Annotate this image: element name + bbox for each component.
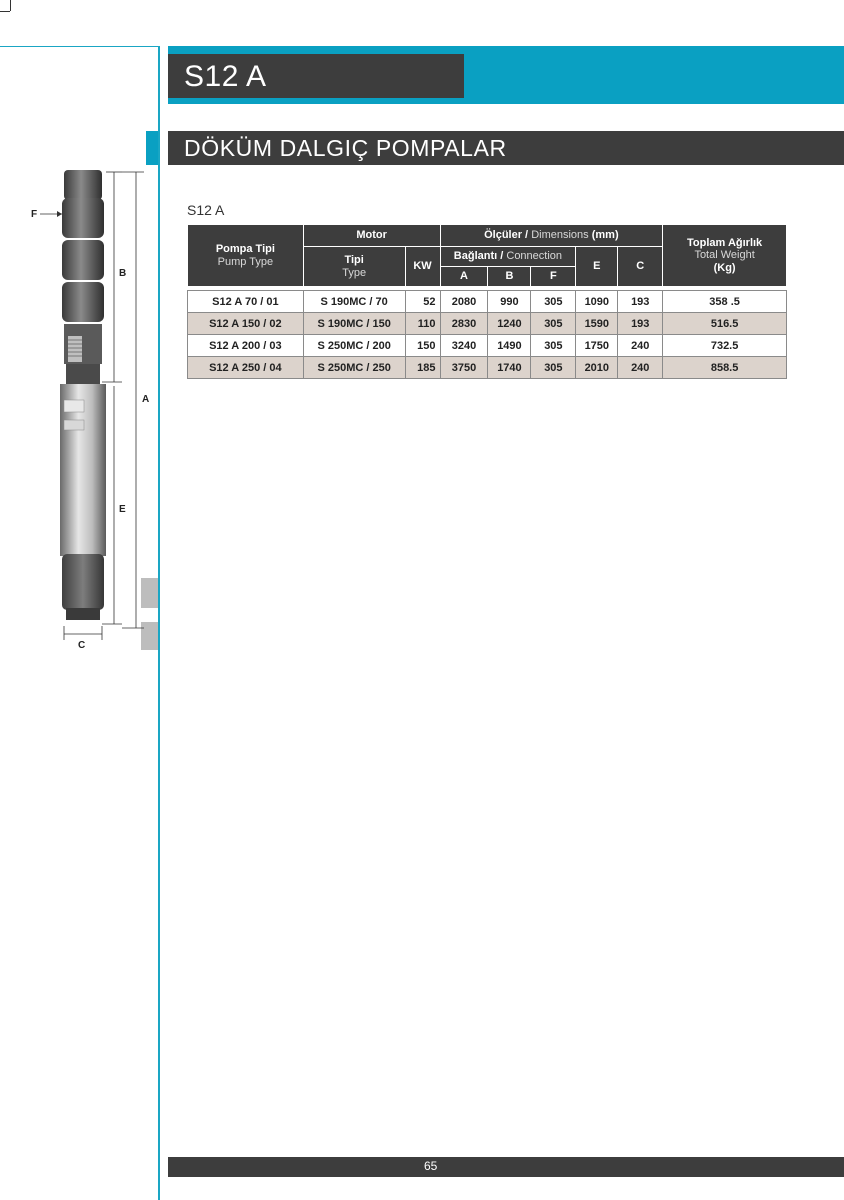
table-caption: S12 A (187, 202, 225, 218)
header-motor-type-tr: Tipi (344, 253, 364, 266)
cell-f: 305 (531, 291, 576, 313)
motor-base (62, 554, 104, 610)
table-row (188, 357, 787, 379)
cell-weight: 858.5 (663, 357, 787, 379)
cell-kw: 150 (405, 335, 440, 357)
page-title-box (168, 54, 464, 98)
header-connection (440, 247, 576, 267)
nameplate (64, 400, 84, 412)
pump-stage (62, 282, 104, 322)
cell-weight: 732.5 (663, 335, 787, 357)
spec-table (187, 224, 787, 379)
header-b: B (488, 267, 531, 287)
cell-e: 2010 (576, 357, 618, 379)
cell-weight: 516.5 (663, 313, 787, 335)
cell-b: 1740 (488, 357, 531, 379)
dimension-label-a: A (142, 394, 150, 405)
cell-c: 193 (618, 313, 663, 335)
header-e: E (576, 247, 618, 287)
cell-b: 1240 (488, 313, 531, 335)
pump-stage (62, 198, 104, 238)
header-weight-unit: (Kg) (713, 261, 736, 274)
pump-stage (62, 240, 104, 280)
header-weight-tr: Toplam Ağırlık (687, 236, 763, 249)
pump-illustration (26, 168, 166, 658)
page-number: 65 (424, 1159, 438, 1173)
cell-motor: S 190MC / 70 (303, 291, 405, 313)
discharge-head (64, 170, 102, 200)
dimension-label-c: C (78, 640, 86, 651)
cell-f: 305 (531, 357, 576, 379)
header-pump-type-tr: Pompa Tipi (215, 242, 275, 255)
cell-a: 2830 (440, 313, 488, 335)
top-rule (0, 46, 160, 47)
cell-c: 240 (618, 357, 663, 379)
header-weight-en: Total Weight (694, 249, 755, 262)
cell-weight: 358 .5 (663, 291, 787, 313)
header-f: F (531, 267, 576, 287)
section-title: DÖKÜM DALGIÇ POMPALAR (184, 135, 507, 161)
cell-pump: S12 A 70 / 01 (188, 291, 304, 313)
header-dimensions-tr: Ölçüler / (484, 229, 529, 242)
header-connection-tr: Bağlantı / (453, 250, 504, 263)
dimension-label-e: E (119, 504, 126, 515)
cell-kw: 185 (405, 357, 440, 379)
pump-diagram (26, 168, 166, 658)
cell-f: 305 (531, 335, 576, 357)
table-row (188, 313, 787, 335)
cell-motor: S 250MC / 250 (303, 357, 405, 379)
cell-b: 1490 (488, 335, 531, 357)
header-dimensions-unit: (mm) (591, 229, 619, 242)
cell-pump: S12 A 200 / 03 (188, 335, 304, 357)
dimension-label-f: F (31, 209, 38, 220)
cell-kw: 110 (405, 313, 440, 335)
cell-a: 3240 (440, 335, 488, 357)
cell-c: 193 (618, 291, 663, 313)
cell-f: 305 (531, 313, 576, 335)
cell-e: 1090 (576, 291, 618, 313)
header-pump-type-en: Pump Type (217, 255, 274, 268)
cell-a: 3750 (440, 357, 488, 379)
header-kw: KW (405, 247, 440, 287)
cell-e: 1750 (576, 335, 618, 357)
header-motor-type-en: Type (342, 266, 367, 279)
motor-foot (66, 608, 100, 620)
header-dimensions-en: Dimensions (531, 229, 589, 242)
cell-c: 240 (618, 335, 663, 357)
header-a: A (440, 267, 488, 287)
cell-kw: 52 (405, 291, 440, 313)
cell-a: 2080 (440, 291, 488, 313)
header-connection-en: Connection (506, 250, 563, 263)
cell-e: 1590 (576, 313, 618, 335)
header-weight (663, 225, 787, 287)
header-dimensions (440, 225, 663, 247)
table-row (188, 291, 787, 313)
cell-b: 990 (488, 291, 531, 313)
header-pump-type (188, 225, 304, 287)
crop-mark (0, 0, 12, 14)
header-motor: Motor (303, 225, 440, 247)
header-c: C (618, 247, 663, 287)
dimension-label-b: B (119, 268, 127, 279)
cell-motor: S 250MC / 200 (303, 335, 405, 357)
cell-pump: S12 A 150 / 02 (188, 313, 304, 335)
coupling (66, 364, 100, 384)
header-motor-type (303, 247, 405, 287)
footer-bar (168, 1157, 844, 1177)
cell-motor: S 190MC / 150 (303, 313, 405, 335)
section-tab-marker (146, 131, 158, 165)
cell-pump: S12 A 250 / 04 (188, 357, 304, 379)
section-title-band (168, 131, 844, 165)
page-title: S12 A (184, 60, 267, 93)
nameplate (64, 420, 84, 430)
table-row (188, 335, 787, 357)
